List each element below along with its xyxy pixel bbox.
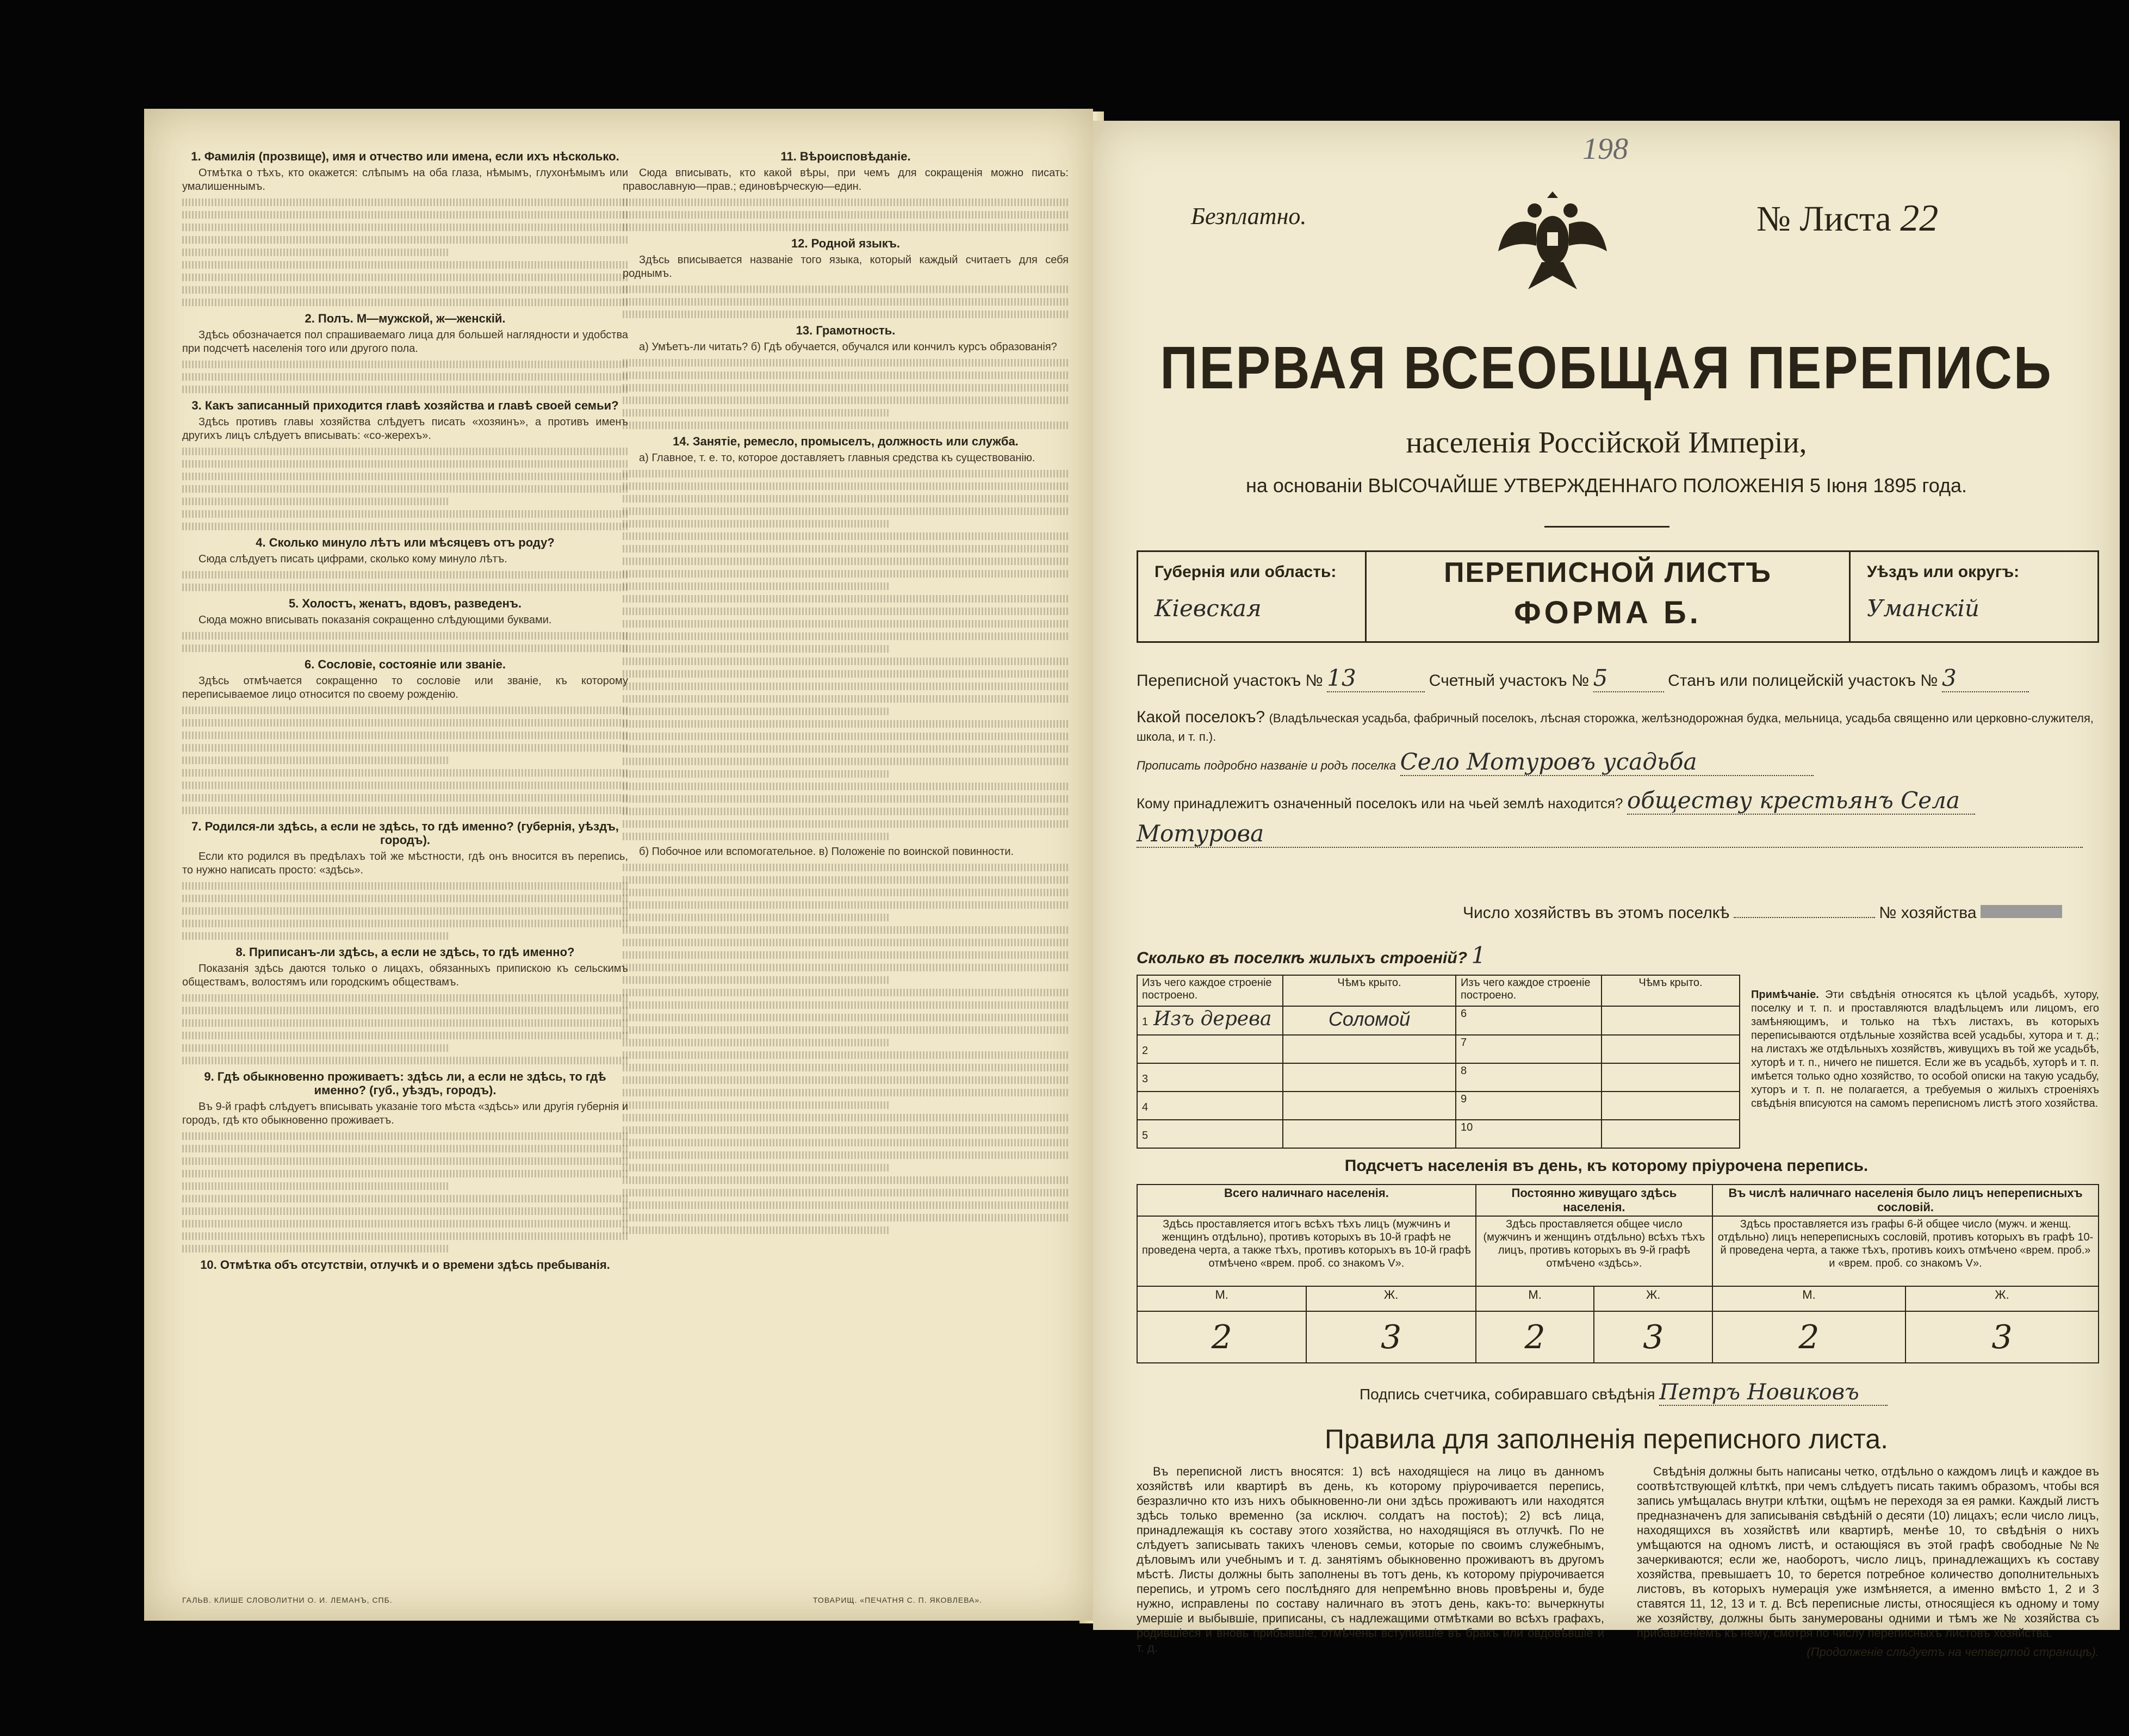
nonregistered-male-value: 2 <box>1712 1311 1905 1363</box>
illegible-text-line <box>182 473 628 480</box>
province-cell <box>1138 552 1367 641</box>
illegible-text-line <box>623 470 1069 478</box>
illegible-text-line <box>623 914 890 921</box>
illegible-text-line <box>623 421 1069 429</box>
illegible-text-line <box>182 510 628 518</box>
illegible-text-line <box>182 373 628 381</box>
ownership-value-2: Мотурова <box>1137 820 2083 848</box>
illegible-text-line <box>182 920 628 927</box>
illegible-text-line <box>182 731 628 739</box>
group-resident-head: Постоянно живущаго здѣсь населенія. <box>1476 1185 1712 1216</box>
population-title: Подсчетъ населенія въ день, къ которому пріурочена перепись. <box>1344 1157 1869 1175</box>
illegible-text-line <box>182 1157 628 1165</box>
census-precinct-value: 13 <box>1327 665 1425 692</box>
illegible-text-line <box>182 1220 628 1227</box>
illegible-text-line <box>623 1189 1069 1196</box>
illegible-text-line <box>623 1064 1069 1071</box>
illegible-text-line <box>623 545 1069 553</box>
row-number: 3 <box>1142 1073 1149 1086</box>
signature-value: Петръ Новиковъ <box>1659 1380 1888 1406</box>
form-type: ФОРМА Б. <box>1514 595 1702 630</box>
male-header: М. <box>1476 1286 1594 1311</box>
col-roof-header-2: Чѣмъ крыто. <box>1602 975 1740 1006</box>
instruction-paragraph: Показанія здѣсь даются только о лицахъ, обязанныхъ припискою къ сельскимъ обществамъ, волостямъ или городскимъ обществамъ. <box>182 963 628 988</box>
illegible-text-line <box>182 523 628 530</box>
rules-text-2: Свѣдѣнія должны быть написаны четко, отдѣльно о каждомъ лицѣ и каждое въ соотвѣтствующей клѣткѣ, при чемъ слѣдуетъ писать такимъ образомъ, чтобы вся запись умѣщалась внутри клѣтки, ощѣмъ не переходя за ея рамки. Каждый листъ предназначенъ для записыванія свѣдѣній о десяти (10) лицахъ; если число лицъ, находящихся въ хозяйствѣ или квартирѣ, менѣе 10, то свѣдѣнія о нихъ умѣщаются на одномъ листѣ, и остающіяся въ этой графѣ свободные №№ зачеркиваются; если же, наоборотъ, число лицъ, принадлежащихъ къ составу хозяйства, превышаетъ 10, то берется потребное количество дополнительныхъ листовъ, въ которыхъ нумерація уже измѣняется, а именно вмѣсто 1, 2 и 3 ставятся 11, 12, 13 и т. д. Всѣ переписные листы, относящіеся къ одному и тому же хозяйству, должны быть занумерованы одними и тѣмъ же № хозяйства съ прибавленіемъ къ нему, смотря по числу переписныхъ листовъ хозяйства. <box>1637 1465 2099 1640</box>
printer-credit-left: ГАЛЬВ. КЛИШЕ СЛОВОЛИТНИ О. И. ЛЕМАНЪ, СПБ. <box>182 1596 393 1604</box>
ownership-row <box>1137 787 2099 848</box>
illegible-text-line <box>623 1101 890 1109</box>
illegible-text-line <box>623 582 890 590</box>
rules-column-2 <box>1637 1464 2099 1659</box>
illegible-text-line <box>182 286 628 294</box>
building-row <box>1137 1092 1740 1120</box>
building-row <box>1137 1120 1740 1148</box>
sheet-number-value: 22 <box>1900 197 1939 239</box>
illegible-text-line <box>182 644 628 652</box>
illegible-text-line <box>182 224 628 231</box>
illegible-text-line <box>182 807 628 814</box>
male-header: М. <box>1137 1286 1306 1311</box>
illegible-text-line <box>623 1051 1069 1059</box>
col-roof-header: Чѣмъ крыто. <box>1283 975 1456 1006</box>
illegible-text-line <box>623 520 890 528</box>
illegible-text-line <box>182 1132 628 1140</box>
illegible-text-line <box>182 932 450 940</box>
illegible-text-line <box>623 1226 890 1234</box>
instruction-heading: 4. Сколько минуло лѣтъ или мѣсяцевъ отъ роду? <box>256 536 555 549</box>
building-row <box>1137 1006 1740 1035</box>
illegible-text-line <box>182 199 628 206</box>
building-roof <box>1283 1063 1456 1092</box>
illegible-text-line <box>182 584 628 591</box>
illegible-text-line <box>623 1076 1069 1084</box>
illegible-text-line <box>623 1089 1069 1096</box>
illegible-text-line <box>623 976 890 984</box>
illegible-text-line <box>182 1019 628 1027</box>
right-page-census-form <box>1093 121 2120 1659</box>
legal-basis: на основаніи ВЫСОЧАЙШЕ УТВЕРЖДЕННАГО ПОЛОЖЕНІЯ 5 Іюня 1895 года. <box>1245 474 1967 497</box>
illegible-text-line <box>623 1014 1069 1021</box>
illegible-text-line <box>623 396 1069 404</box>
ownership-value-1: обществу крестьянъ Села <box>1627 787 1975 815</box>
form-header-box <box>1137 550 2099 643</box>
group-total-desc: Здѣсь проставляется итогъ всѣхъ тѣхъ лицъ (мужчинъ и женщинъ отдѣльно), противъ которыхъ въ 10-й графѣ не проведена черта, а также тѣхъ, противъ которыхъ въ 10-й графѣ отмѣчено «врем. проб. со знакомъ V». <box>1137 1216 1476 1286</box>
instruction-paragraph: Здѣсь противъ главы хозяйства слѣдуетъ писать «хозяинъ», а противъ именъ другихъ лицъ слѣдуетъ вписывать: «со-жерехъ». <box>182 416 628 442</box>
building-roof: Соломой <box>1283 1006 1456 1035</box>
building-row <box>1137 1035 1740 1063</box>
buildings-note-text: Эти свѣдѣнія относятся къ цѣлой усадьбѣ, хутору, поселку и т. п. и проставляются владѣльцемъ или лицомъ, его замѣняющимъ, и только на тѣхъ листахъ, въ которыхъ переписываются отдѣльные хозяйства всей усадьбы, хутора и т. д.; на листахъ же отдѣльныхъ хозяйствъ, живущихъ въ той же усадьбѣ, хуторѣ и т. п., ничего не пишется. Если же въ усадьбѣ, хуторѣ и т. п. имѣется только одно хозяйство, то особой описки на такую усадьбу, хуторъ и т. п. не полагается, а требуемыя о жилыхъ строеніяхъ свѣдѣнія вписуются на самомъ переписномъ листѣ этого хозяйства. <box>1751 989 2099 1109</box>
group-nonregistered-head: Въ числѣ наличнаго населенія было лицъ непереписныхъ сословій. <box>1712 1185 2099 1216</box>
illegible-text-line <box>623 633 1069 640</box>
illegible-text-line <box>182 882 628 890</box>
illegible-text-line <box>182 895 628 902</box>
illegible-text-line <box>623 770 890 778</box>
instruction-heading: 10. Отмѣтка объ отсутствіи, отлучкѣ и о времени здѣсь пребыванія. <box>200 1258 610 1272</box>
instruction-paragraph: б) Побочное или вспомогательное. в) Положеніе по воинской повинности. <box>639 846 1014 858</box>
illegible-text-line <box>182 1057 628 1064</box>
building-number-right: 9 <box>1456 1092 1602 1120</box>
illegible-text-line <box>623 595 1069 603</box>
stan-value: 3 <box>1942 665 2029 692</box>
illegible-text-line <box>623 507 1069 515</box>
buildings-value: 1 <box>1471 942 1486 969</box>
row-number: 4 <box>1142 1101 1149 1114</box>
sheet-number <box>1756 197 1938 240</box>
illegible-text-line <box>182 744 628 752</box>
illegible-text-line <box>182 1232 628 1240</box>
illegible-text-line <box>623 670 1069 678</box>
province-label: Губернія или область: <box>1154 563 1337 581</box>
buildings-table <box>1137 975 1740 1149</box>
building-material-value: Изъ дерева <box>1153 1008 1272 1031</box>
illegible-text-line <box>623 482 1069 490</box>
instruction-heading: 2. Полъ. М—мужской, ж—женскій. <box>305 312 506 325</box>
illegible-text-line <box>182 448 628 455</box>
illegible-text-line <box>182 757 450 764</box>
illegible-text-line <box>623 695 1069 703</box>
illegible-text-line <box>182 632 628 640</box>
handwritten-page-number: 198 <box>1582 132 1628 166</box>
illegible-text-line <box>623 795 1069 803</box>
building-roof <box>1283 1120 1456 1148</box>
illegible-text-line <box>623 833 890 840</box>
illegible-text-line <box>623 658 1069 665</box>
building-number-right: 6 <box>1456 1006 1602 1035</box>
illegible-text-line <box>623 371 1069 379</box>
row-number: 5 <box>1142 1130 1149 1142</box>
building-number-right: 10 <box>1456 1120 1602 1148</box>
building-roof-right <box>1602 1006 1740 1035</box>
resident-female-value: 3 <box>1594 1311 1712 1363</box>
illegible-text-line <box>182 1207 628 1215</box>
illegible-text-line <box>623 1126 1069 1134</box>
illegible-text-line <box>623 783 1069 790</box>
female-header: Ж. <box>1306 1286 1475 1311</box>
household-count-label: Число хозяйствъ въ этомъ поселкѣ <box>1463 904 1730 922</box>
illegible-text-line <box>623 1001 1069 1009</box>
instruction-paragraph: Сюда можно вписывать показанія сокращенно слѣдующими буквами. <box>198 614 552 626</box>
rules-continued-note: (Продолженіе слѣдуетъ на четвертой страницѣ). <box>1807 1645 2099 1659</box>
building-number <box>1137 1035 1283 1063</box>
building-roof-right <box>1602 1063 1740 1092</box>
sheet-number-label: № Листа <box>1756 199 1891 239</box>
signature-label: Подпись счетчика, собиравшаго свѣдѣнія <box>1360 1386 1655 1403</box>
illegible-text-line <box>623 1139 1069 1146</box>
illegible-text-line <box>623 359 1069 367</box>
ownership-label: Кому принадлежитъ означенный поселокъ или на чьей землѣ находится? <box>1137 795 1623 811</box>
illegible-text-line <box>182 485 628 493</box>
illegible-text-line <box>623 298 1069 306</box>
count-precinct-value: 5 <box>1593 665 1664 692</box>
building-number-right: 7 <box>1456 1035 1602 1063</box>
district-cell <box>1851 552 2101 641</box>
illegible-text-line <box>623 926 1069 934</box>
illegible-text-line <box>623 1176 1069 1184</box>
instruction-paragraph: Сюда вписывать, кто какой вѣры, при чемъ для сокращенія можно писать: православную—прав.; единовѣрческую—един. <box>623 167 1069 193</box>
illegible-text-line <box>623 989 1069 996</box>
col-material-header: Изъ чего каждое строеніе построено. <box>1137 975 1283 1006</box>
building-roof <box>1283 1035 1456 1063</box>
building-roof <box>1283 1092 1456 1120</box>
illegible-text-line <box>182 1170 628 1177</box>
illegible-text-line <box>182 236 628 244</box>
building-number <box>1137 1120 1283 1148</box>
illegible-text-line <box>623 889 1069 896</box>
rules-text-1: Въ переписной листъ вносятся: 1) всѣ находящіеся на лицо въ данномъ хозяйствѣ или квартирѣ въ день, къ которому пріурочивается перепись, безразлично кто изъ нихъ обыкновенно-ли они здѣсь проживаютъ или находятся здѣсь только временно (за исключ. солдатъ на постоѣ); 2) всѣ лица, принадлежащія къ составу этого хозяйства, но находящіяся въ отлучкѣ. По не слѣдуетъ записывать такихъ членовъ семьи, которые по своимъ служебнымъ, дѣловымъ или учебнымъ и т. д. занятіямъ обыкновенно проживаютъ въ другомъ мѣстѣ. Листы должны быть заполнены въ тотъ день, къ которому пріурочивается перепись, и утромъ сего послѣдняго для непремѣнно вновь провѣрены и, буде нужно, исправлены по составу наличнаго въ этотъ день, какъ-то: вычеркнуты умершіе и выбывшіе, приписаны, съ надлежащими отмѣтками во всѣхъ графахъ, родившіеся и вновь прибывшіе, отмѣчены вступившіе въ бракъ или овдовѣвшіе и т. д. <box>1137 1465 1604 1654</box>
illegible-text-line <box>182 794 628 802</box>
male-header: М. <box>1712 1286 1905 1311</box>
instruction-paragraph: Если кто родился въ предѣлахъ той же мѣстности, гдѣ онъ вносится въ перепись, то нужно написать просто: «здѣсь». <box>182 851 628 876</box>
buildings-label: Сколько въ поселкѣ жилыхъ строеній? <box>1137 949 1468 967</box>
illegible-text-line <box>182 907 628 915</box>
household-number-label: № хозяйства <box>1879 904 1977 922</box>
illegible-text-line <box>623 620 1069 628</box>
female-header: Ж. <box>1594 1286 1712 1311</box>
illegible-text-line <box>182 571 628 579</box>
illegible-text-line <box>182 261 628 269</box>
instruction-paragraph: Сюда слѣдуетъ писать цифрами, сколько кому минуло лѣтъ. <box>198 553 507 565</box>
building-number <box>1137 1006 1283 1035</box>
illegible-text-line <box>182 769 628 777</box>
instruction-paragraph: Здѣсь вписывается названіе того языка, который каждый считаетъ для себя роднымъ. <box>623 254 1069 280</box>
settlement-label: Какой поселокъ? <box>1137 708 1265 726</box>
illegible-text-line <box>623 495 1069 503</box>
illegible-text-line <box>623 683 1069 690</box>
stan-label: Станъ или полицейскій участокъ № <box>1668 672 1938 690</box>
illegible-text-line <box>623 939 1069 946</box>
illegible-text-line <box>182 1032 628 1039</box>
settlement-note-2: Прописать подробно названіе и родъ поселка <box>1137 759 1396 772</box>
illegible-text-line <box>182 498 450 505</box>
subtitle: населенія Россійской Имперіи, <box>1406 426 1807 460</box>
illegible-text-line <box>623 964 1069 971</box>
left-page-instructions <box>144 109 1093 1621</box>
instruction-heading: 8. Приписанъ-ли здѣсь, а если не здѣсь, то гдѣ именно? <box>235 945 575 959</box>
building-roof-right <box>1602 1120 1740 1148</box>
instructions-column-1 <box>182 144 628 1275</box>
double-headed-eagle-emblem-icon <box>1495 181 1610 300</box>
count-precinct-label: Счетный участокъ № <box>1429 672 1590 690</box>
illegible-text-line <box>182 719 628 727</box>
illegible-text-line <box>623 384 1069 392</box>
settlement-value: Село Мотуровъ усадьба <box>1400 748 1814 776</box>
instruction-paragraph: Отмѣтка о тѣхъ, кто окажется: слѣпымъ на оба глаза, нѣмымъ, глухонѣмымъ или умалишеннымъ. <box>182 167 628 193</box>
illegible-text-line <box>182 706 628 714</box>
household-row <box>1137 904 2099 922</box>
illegible-text-line <box>182 1044 450 1052</box>
illegible-text-line <box>623 557 1069 565</box>
instruction-heading: 5. Холостъ, женатъ, вдовъ, разведенъ. <box>288 597 522 610</box>
illegible-text-line <box>182 249 450 256</box>
building-row <box>1137 1063 1740 1092</box>
female-header: Ж. <box>1905 1286 2099 1311</box>
redacted-household-number <box>1981 905 2062 918</box>
building-number <box>1137 1063 1283 1092</box>
illegible-text-line <box>623 199 1069 206</box>
row-number: 2 <box>1142 1045 1149 1057</box>
illegible-text-line <box>182 386 628 393</box>
illegible-text-line <box>623 532 1069 540</box>
illegible-text-line <box>623 224 1069 231</box>
illegible-text-line <box>623 708 890 715</box>
illegible-text-line <box>182 1182 450 1190</box>
illegible-text-line <box>182 994 628 1002</box>
illegible-text-line <box>182 460 628 468</box>
illegible-text-line <box>623 876 1069 884</box>
illegible-text-line <box>623 951 1069 959</box>
illegible-text-line <box>182 361 628 368</box>
instruction-heading: 14. Занятіе, ремесло, промыселъ, должность или служба. <box>673 435 1019 448</box>
main-title: ПЕРВАЯ ВСЕОБЩАЯ ПЕРЕПИСЬ <box>1160 334 2053 401</box>
illegible-text-line <box>623 745 1069 753</box>
free-label: Безплатно. <box>1191 203 1307 230</box>
census-precinct-label: Переписной участокъ № <box>1137 672 1323 690</box>
group-nonregistered-desc: Здѣсь проставляется изъ графы 6-й общее число (мужч. и женщ. отдѣльно) лицъ непереписныхъ сословій, противъ которыхъ въ графѣ 10-й проведена черта, а также тѣхъ, противъ коихъ отмѣчено «врем. проб.» и «врем. проб. со знакомъ V». <box>1712 1216 2099 1286</box>
total-female-value: 3 <box>1306 1311 1475 1363</box>
illegible-text-line <box>623 1039 890 1046</box>
instruction-paragraph: а) Умѣетъ-ли читать? б) Гдѣ обучается, обучался или кончилъ курсъ образованія? <box>639 341 1057 353</box>
illegible-text-line <box>623 1114 1069 1121</box>
instruction-paragraph: а) Главное, т. е. то, которое доставляетъ главныя средства къ существованію. <box>639 452 1035 464</box>
instruction-heading: 3. Какъ записанный приходится главѣ хозяйства и главѣ своей семьи? <box>191 399 619 412</box>
settlement-note: (Владѣльческая усадьба, фабричный поселокъ, лѣсная сторожка, желѣзнодорожная будка, мельница, усадьба священно или церковно-служителя, школа, и т. п.). <box>1137 711 2094 743</box>
building-number-right: 8 <box>1456 1063 1602 1092</box>
illegible-text-line <box>623 1201 1069 1209</box>
illegible-text-line <box>623 311 1069 318</box>
group-total-head: Всего наличнаго населенія. <box>1137 1185 1476 1216</box>
rules-column-1 <box>1137 1464 1604 1655</box>
title-divider <box>1544 526 1669 528</box>
instruction-heading: 12. Родной языкъ. <box>791 237 901 250</box>
nonregistered-female-value: 3 <box>1905 1311 2099 1363</box>
province-value: Кіевская <box>1154 595 1262 622</box>
illegible-text-line <box>623 607 1069 615</box>
rules-title: Правила для заполненія переписного листа. <box>1325 1424 1888 1454</box>
illegible-text-line <box>623 758 1069 765</box>
instruction-heading: 6. Сословіе, состояніе или званіе. <box>304 658 506 671</box>
instruction-heading: 7. Родился-ли здѣсь, а если не здѣсь, то гдѣ именно? (губернія, уѣздъ, городъ). <box>191 820 619 847</box>
instruction-heading: 9. Гдѣ обыкновенно проживаетъ: здѣсь ли, а если не здѣсь, то гдѣ именно? (губ., уѣздъ, городъ). <box>204 1070 606 1097</box>
instructions-column-2 <box>623 144 1069 1239</box>
illegible-text-line <box>623 1026 1069 1034</box>
illegible-text-line <box>623 808 1069 815</box>
illegible-text-line <box>623 409 890 417</box>
illegible-text-line <box>182 211 628 219</box>
illegible-text-line <box>182 1145 628 1152</box>
building-roof-right <box>1602 1035 1740 1063</box>
buildings-note <box>1751 988 2099 1111</box>
instruction-paragraph: Въ 9-й графѣ слѣдуетъ вписывать указаніе того мѣста «здѣсь» или другія губернія и городъ, гдѣ кто обыкновенно проживаетъ. <box>182 1101 628 1126</box>
form-title-cell <box>1367 552 1851 641</box>
illegible-text-line <box>623 645 890 653</box>
illegible-text-line <box>623 286 1069 293</box>
counter-signature-row <box>1360 1380 1888 1406</box>
settlement-row <box>1137 708 2099 776</box>
instruction-heading: 13. Грамотность. <box>796 324 896 337</box>
illegible-text-line <box>623 820 1069 828</box>
instruction-heading: 1. Фамилія (прозвище), имя и отчество или имена, если ихъ нѣсколько. <box>191 150 619 163</box>
instruction-heading: 11. Вѣроисповѣданіе. <box>780 150 911 163</box>
illegible-text-line <box>623 1164 890 1171</box>
illegible-text-line <box>182 1245 450 1253</box>
population-table <box>1137 1184 2099 1363</box>
resident-male-value: 2 <box>1476 1311 1594 1363</box>
row-number: 1 <box>1142 1016 1149 1028</box>
illegible-text-line <box>182 299 628 306</box>
buildings-note-title: Примѣчаніе. <box>1751 989 1819 1001</box>
illegible-text-line <box>623 570 1069 578</box>
precinct-row <box>1137 665 2099 692</box>
illegible-text-line <box>623 733 1069 740</box>
illegible-text-line <box>182 1195 628 1202</box>
illegible-text-line <box>623 901 1069 909</box>
total-male-value: 2 <box>1137 1311 1306 1363</box>
illegible-text-line <box>623 864 1069 871</box>
form-title: ПЕРЕПИСНОЙ ЛИСТЪ <box>1444 557 1772 588</box>
building-roof-right <box>1602 1092 1740 1120</box>
illegible-text-line <box>623 1214 1069 1222</box>
printer-credit-right: ТОВАРИЩ. «ПЕЧАТНЯ С. П. ЯКОВЛЕВА». <box>813 1596 983 1604</box>
col-material-header-2: Изъ чего каждое строеніе построено. <box>1456 975 1602 1006</box>
instruction-paragraph: Здѣсь отмѣчается сокращенно то сословіе или званіе, къ которому переписываемое лицо относится по своему рожденію. <box>182 675 628 700</box>
illegible-text-line <box>623 720 1069 728</box>
illegible-text-line <box>623 1151 1069 1159</box>
instruction-paragraph: Здѣсь обозначается пол спрашиваемаго лица для большей наглядности и удобства при подсчетѣ населенія того или другого пола. <box>182 329 628 355</box>
building-number <box>1137 1092 1283 1120</box>
district-label: Уѣздъ или округъ: <box>1867 563 2020 581</box>
illegible-text-line <box>623 211 1069 219</box>
district-value: Уманскій <box>1867 595 1979 622</box>
illegible-text-line <box>182 782 628 789</box>
buildings-row <box>1137 942 2099 969</box>
illegible-text-line <box>182 1007 628 1014</box>
group-resident-desc: Здѣсь проставляется общее число (мужчинъ и женщинъ отдѣльно) всѣхъ тѣхъ лицъ, противъ которыхъ въ 9-й графѣ отмѣчено «здѣсь». <box>1476 1216 1712 1286</box>
illegible-text-line <box>182 274 628 281</box>
